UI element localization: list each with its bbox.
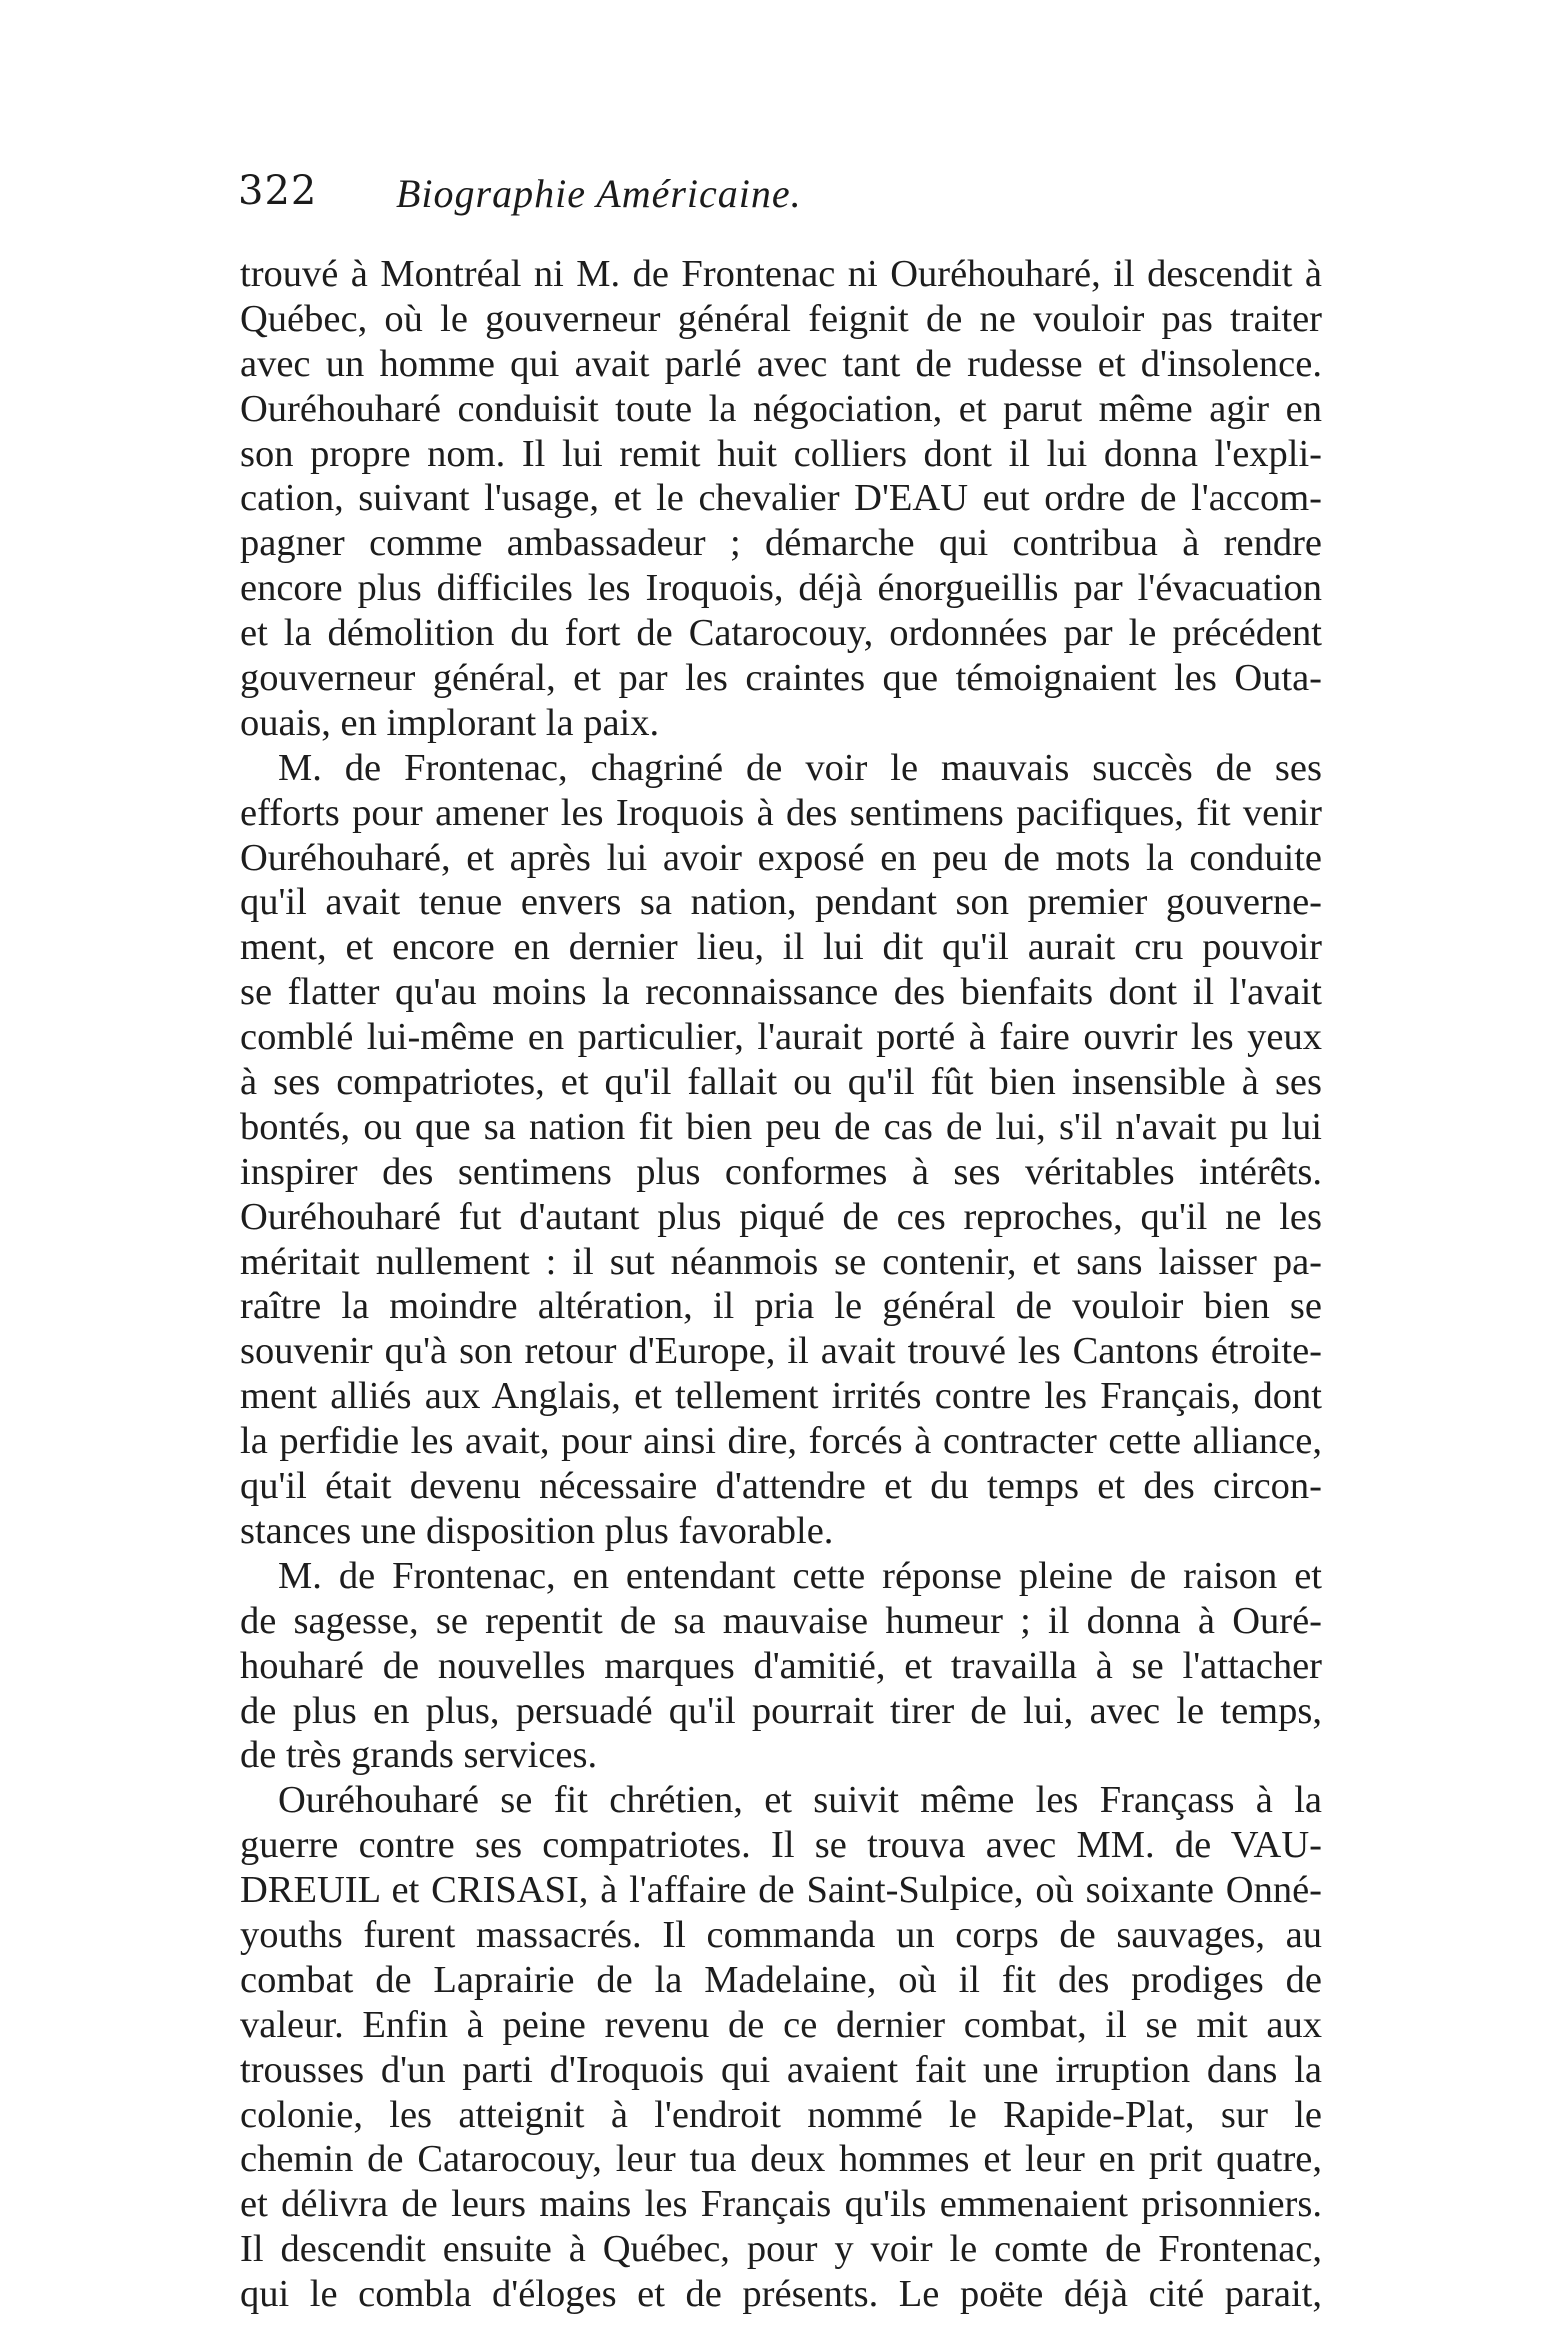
text-line: souvenir qu'à son retour d'Europe, il avait trouvé les Cantons étroite-: [240, 1330, 1322, 1373]
text-line: Québec, où le gouverneur général feignit de ne vouloir pas traiter: [240, 297, 1322, 340]
paragraph-end-line: stances une disposition plus favorable.: [240, 1509, 834, 1552]
text-line: de sagesse, se repentit de sa mauvaise humeur ; il donna à Ouré-: [240, 1599, 1322, 1642]
text-line: cation, suivant l'usage, et le chevalier D'EAU eut ordre de l'accom-: [240, 477, 1322, 520]
text-line: de plus en plus, persuadé qu'il pourrait tirer de lui, avec le temps,: [240, 1689, 1322, 1732]
text-line: méritait nullement : il sut néanmois se contenir, et sans laisser pa-: [240, 1240, 1322, 1283]
paragraph-start-line: M. de Frontenac, en entendant cette réponse pleine de raison et: [278, 1554, 1322, 1597]
text-line: qu'il était devenu nécessaire d'attendre et du temps et des circon-: [240, 1465, 1322, 1508]
text-line: Ouréhouharé conduisit toute la négociation, et parut même agir en: [240, 387, 1322, 430]
text-line: trouvé à Montréal ni M. de Frontenac ni Ouréhouharé, il descendit à: [240, 253, 1322, 295]
text-line: gouverneur général, et par les craintes que témoignaient les Outa-: [240, 657, 1322, 700]
text-line: et la démolition du fort de Catarocouy, ordonnées par le précédent: [240, 612, 1322, 655]
text-line: bontés, ou que sa nation fit bien peu de cas de lui, s'il n'avait pu lui: [240, 1105, 1322, 1148]
paragraph-end-line: de très grands services.: [240, 1734, 598, 1777]
text-line: qu'il avait tenue envers sa nation, pendant son premier gouverne-: [240, 881, 1322, 924]
text-line: houharé de nouvelles marques d'amitié, et travailla à se l'attacher: [240, 1644, 1322, 1687]
text-line: Il descendit ensuite à Québec, pour y voir le comte de Frontenac,: [240, 2228, 1322, 2271]
text-line: guerre contre ses compatriotes. Il se trouva avec MM. de VAU-: [240, 1824, 1322, 1867]
text-line: la perfidie les avait, pour ainsi dire, forcés à contracter cette alliance,: [240, 1420, 1322, 1463]
text-line: et délivra de leurs mains les Français qu'ils emmenaient prisonniers.: [240, 2183, 1322, 2226]
text-line: se flatter qu'au moins la reconnaissance des bienfaits dont il l'avait: [240, 971, 1322, 1014]
text-line: à ses compatriotes, et qu'il fallait ou qu'il fût bien insensible à ses: [240, 1061, 1322, 1104]
text-line: ment, et encore en dernier lieu, il lui dit qu'il aurait cru pouvoir: [240, 926, 1322, 969]
text-line: valeur. Enfin à peine revenu de ce dernier combat, il se mit aux: [240, 2003, 1322, 2046]
text-line: DREUIL et CRISASI, à l'affaire de Saint-Sulpice, où soixante Onné-: [240, 1869, 1322, 1912]
text-line: youths furent massacrés. Il commanda un corps de sauvages, au: [240, 1913, 1322, 1956]
text-line: ment alliés aux Anglais, et tellement irrités contre les Français, dont: [240, 1375, 1322, 1418]
running-title: Biographie Américaine.: [396, 171, 802, 216]
paragraph-start-line: Ouréhouharé se fit chrétien, et suivit même les Françass à la: [278, 1779, 1322, 1822]
text-line: colonie, les atteignit à l'endroit nommé le Rapide-Plat, sur le: [240, 2093, 1322, 2136]
text-line: Ouréhouharé, et après lui avoir exposé en peu de mots la conduite: [240, 836, 1322, 879]
paragraph-start-line: M. de Frontenac, chagriné de voir le mauvais succès de ses: [278, 746, 1322, 789]
text-line: Ouréhouharé fut d'autant plus piqué de ces reproches, qu'il ne les: [240, 1195, 1322, 1238]
text-line: inspirer des sentimens plus conformes à ses véritables intérêts.: [240, 1150, 1322, 1193]
text-line: comblé lui-même en particulier, l'aurait porté à faire ouvrir les yeux: [240, 1016, 1322, 1059]
text-line: encore plus difficiles les Iroquois, déjà énorgueillis par l'évacuation: [240, 567, 1322, 610]
page-number: 322: [238, 168, 318, 214]
page-body-text: [240, 252, 1322, 2317]
text-line: efforts pour amener les Iroquois à des sentimens pacifiques, fit venir: [240, 791, 1322, 834]
text-line: avec un homme qui avait parlé avec tant de rudesse et d'insolence.: [240, 342, 1322, 385]
text-line: qui le combla d'éloges et de présents. Le poëte déjà cité parait,: [240, 2273, 1322, 2316]
text-line: son propre nom. Il lui remit huit colliers dont il lui donna l'expli-: [240, 432, 1322, 475]
page-header: [238, 168, 1318, 238]
text-line: combat de Laprairie de la Madelaine, où il fit des prodiges de: [240, 1958, 1322, 2001]
paragraph-end-line: ouais, en implorant la paix.: [240, 701, 660, 744]
text-line: chemin de Catarocouy, leur tua deux hommes et leur en prit quatre,: [240, 2138, 1322, 2181]
text-line: pagner comme ambassadeur ; démarche qui contribua à rendre: [240, 522, 1322, 565]
text-line: raître la moindre altération, il pria le général de vouloir bien se: [240, 1285, 1322, 1328]
text-line: trousses d'un parti d'Iroquois qui avaient fait une irruption dans la: [240, 2048, 1322, 2091]
